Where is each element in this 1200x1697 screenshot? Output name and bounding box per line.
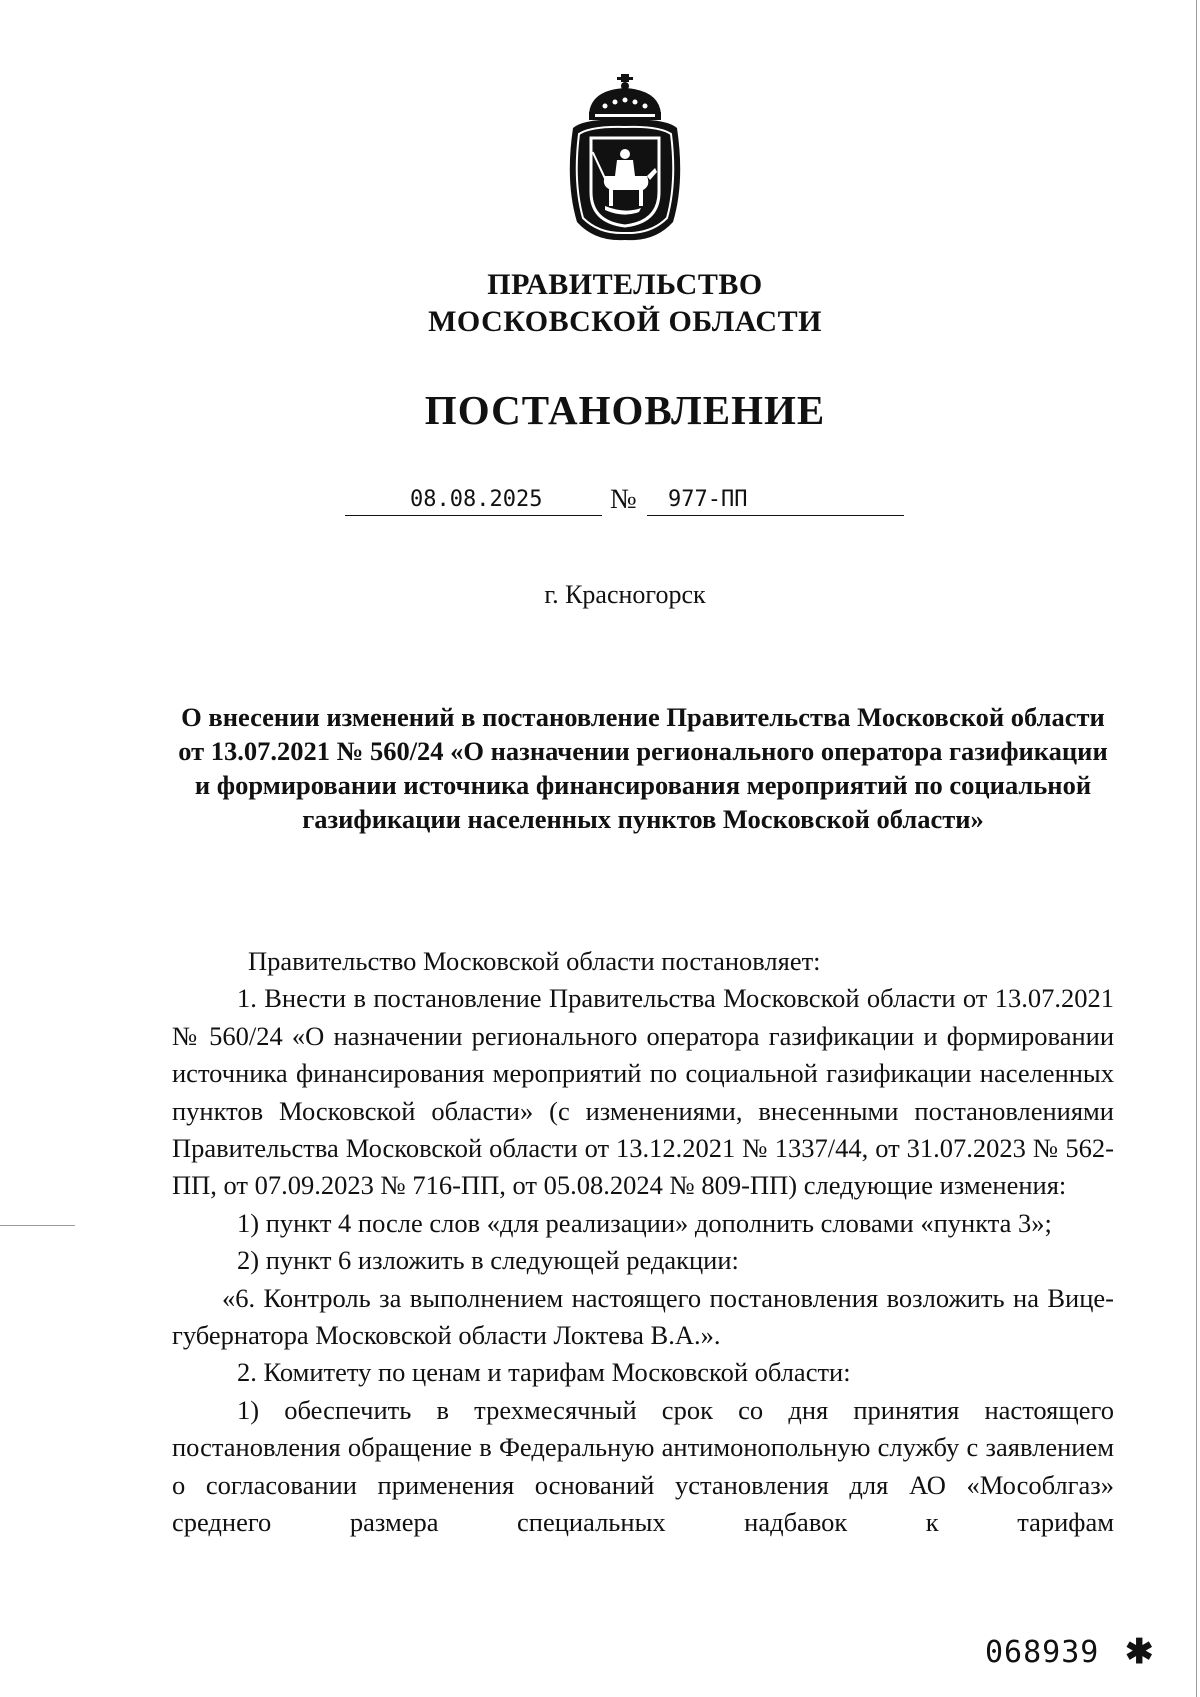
scan-edge-right [1196, 0, 1197, 1697]
document-body [172, 943, 1114, 1542]
clause-2-item-1-paragraph: 1) обеспечить в трехмесячный срок со дня принятия настоящего постановления обращение в Федеральную антимонопольную службу с заявлением о согласовании применения оснований установления для АО «Мособлгаз» среднего размера специальных надбавок к тарифам [172, 1394, 1114, 1538]
preamble-paragraph: Правительство Московской области постановляет: [248, 946, 821, 976]
clause-1-paragraph: 1. Внести в постановление Правительства Московской области от 13.07.2021 № 560/24 «О назначении регионального оператора газификации и формировании источника финансирования мероприятий по социальной газификации населенных пунктов Московской области» (с изменениями, внесенными постановлениями Правительства Московской области от 13.12.2021 № 1337/44, от 31.07.2023 № 562-ПП, от 07.09.2023 № 716-ПП, от 05.08.2024 № 809-ПП) следующие изменения: [172, 983, 1114, 1201]
clause-2-paragraph: 2. Комитету по ценам и тарифам Московской области: [237, 1357, 851, 1388]
document-date: 08.08.2025 [410, 487, 543, 512]
number-underline [647, 515, 904, 516]
scan-edge-left-mark [0, 1225, 75, 1226]
clause-1-item-1-paragraph: 1) пункт 4 после слов «для реализации» дополнить словами «пункта 3»; [237, 1207, 1052, 1238]
organization-name-line2: МОСКОВСКОЙ ОБЛАСТИ [428, 305, 822, 338]
document-type-title: ПОСТАНОВЛЕНИЕ [424, 387, 826, 433]
city-of-issue: г. Красногорск [544, 580, 706, 609]
moscow-oblast-coat-of-arms-icon [555, 72, 695, 244]
document-number: 977-ПП [668, 487, 748, 512]
date-underline [345, 515, 602, 516]
organization-name-line1: ПРАВИТЕЛЬСТВО [487, 268, 763, 301]
clause-1-item-2-new-text: «6. Контроль за выполнением настоящего постановления возложить на Вице-губернатора Московской области Локтева В.А.». [172, 1282, 1114, 1351]
form-serial-number: 068939 [985, 1635, 1100, 1670]
serial-star-icon: ✱ [1125, 1634, 1154, 1671]
number-sign: № [610, 484, 637, 515]
clause-1-item-2-paragraph: 2) пункт 6 изложить в следующей редакции: [237, 1245, 739, 1276]
document-subject: О внесении изменений в постановление Правительства Московской области от 13.07.2021 № 560/24 «О назначении регионального оператора газификации и формировании источника финансирования мероприятий по социальной газификации населенных пунктов Московской области» [178, 702, 1108, 834]
